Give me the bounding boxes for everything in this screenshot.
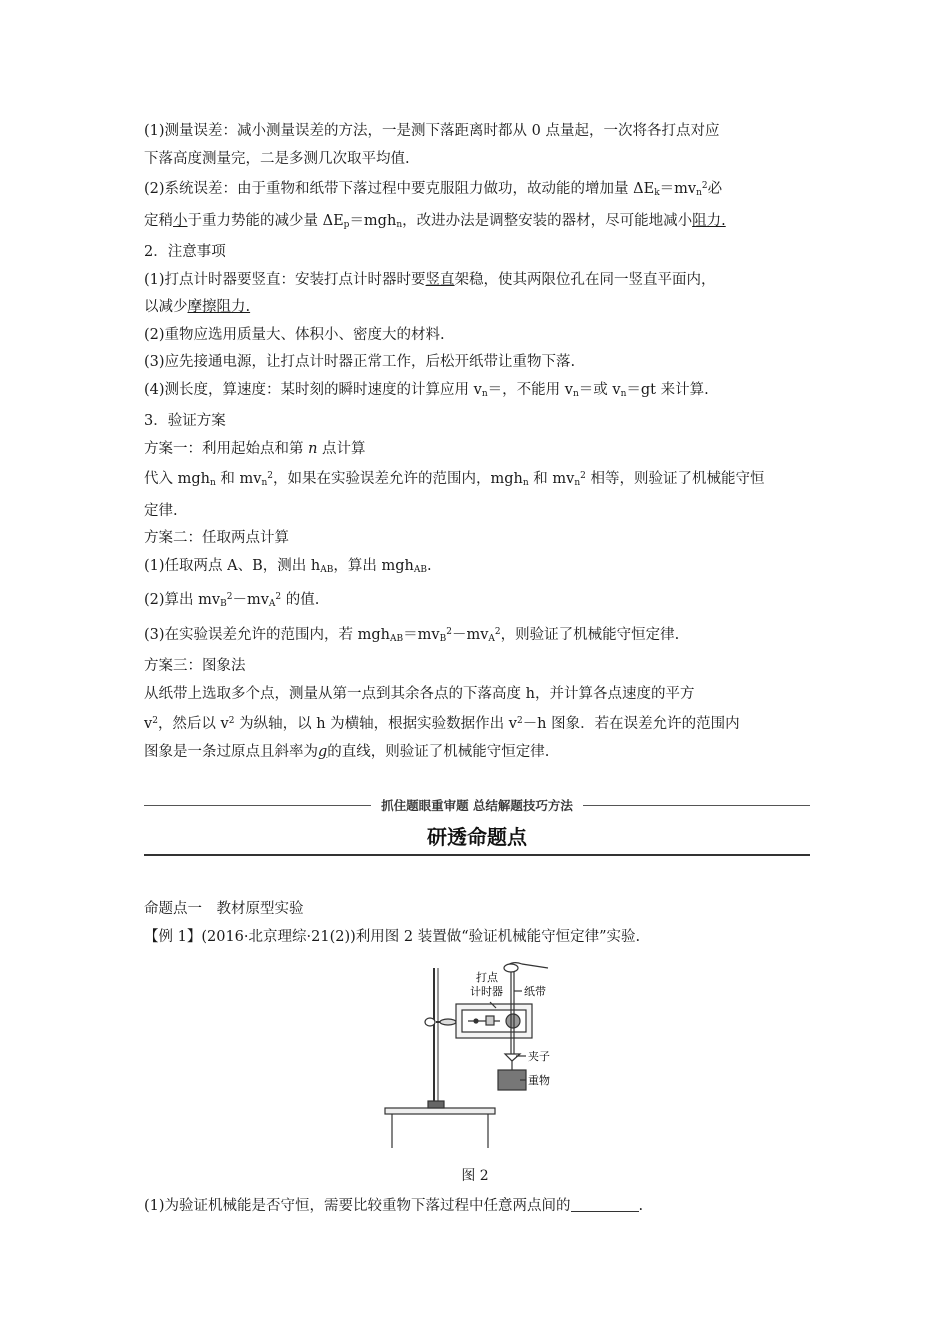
label-timer: 打点	[476, 972, 498, 984]
paragraph-line: (1)打点计时器要竖直：安装打点计时器时要竖直架稳，使其两限位孔在同一竖直平面内，	[144, 271, 716, 288]
paragraph-line: 定稍小于重力势能的减少量 $\Delta E_p=mgh_n$，改进办法是调整安装的器材，尽可能地减小阻力.	[144, 212, 726, 230]
section-banner	[144, 794, 810, 856]
question-line: (1)为验证机械能是否守恒，需要比较重物下落过程中任意两点间的 .	[144, 1198, 644, 1214]
paragraph-line: 代入 mgh$_n$ 和 $mv_n^2$，如果在实验误差允许的范围内，mgh$_n$ 和 $mv_n^2$ 相等，则验证了机械能守恒	[144, 471, 765, 488]
problem-section	[144, 895, 810, 951]
paragraph-line: 以减少摩擦阻力.	[144, 299, 251, 315]
subsection-heading: 命题点一 教材原型实验	[144, 901, 304, 917]
divider	[583, 805, 810, 806]
text-body	[144, 118, 810, 766]
paragraph-line: (2)算出 $mv_B^2-mv_A^2$ 的值.	[144, 592, 320, 609]
banner-tagline: 抓住题眼重审题 总结解题技巧方法	[381, 798, 573, 813]
paragraph-line: (3)应先接通电源，让打点计时器正常工作，后松开纸带让重物下落.	[144, 354, 576, 370]
paragraph-line: (4)测长度，算速度：某时刻的瞬时速度的计算应用 $v_n=$，不能用 $v_n=$或 $v_n=gt$ 来计算.	[144, 381, 709, 399]
banner-title: 研透命题点	[427, 825, 527, 849]
paragraph-line: 下落高度测量完，二是多测几次取平均值.	[144, 150, 410, 167]
section-heading: 2．注意事项	[144, 244, 226, 260]
paragraph-line: $v^2$，然后以 $v^2$ 为纵轴，以 h 为横轴，根据实验数据作出 $v^2-h$ 图象．若在误差允许的范围内	[144, 716, 740, 732]
label-clip: 夹子	[528, 1051, 550, 1063]
divider	[144, 854, 810, 856]
figure-caption: 图 2	[461, 1168, 489, 1184]
answer-blank[interactable]	[571, 1197, 639, 1212]
example-label: 【例 1】	[144, 929, 202, 945]
section-heading: 3．验证方案	[144, 413, 226, 429]
paragraph-line: (1)任取两点 A、B，测出 $h_{AB}$，算出 mgh$_{AB}$.	[144, 557, 432, 575]
label-timer: 计时器	[470, 986, 503, 998]
paragraph-line: (1)测量误差：减小测量误差的方法，一是测下落距离时都从 0 点量起，一次将各打点对应	[144, 123, 720, 139]
paragraph-line: (2)重物应选用质量大、体积小、密度大的材料.	[144, 326, 445, 343]
label-weight: 重物	[528, 1075, 550, 1087]
paragraph-line: (2)系统误差：由于重物和纸带下落过程中要克服阻力做功，故动能的增加量 $\Delta E_k=mv_n^2$必	[144, 181, 723, 198]
paragraph-line: 图象是一条过原点且斜率为g的直线，则验证了机械能守恒定律.	[144, 743, 550, 760]
example-line: 【例 1】(2016·北京理综·21(2))利用图 2 装置做“验证机械能守恒定律”实验.	[144, 929, 641, 945]
paragraph-line: 从纸带上选取多个点，测量从第一点到其余各点的下落高度 h，并计算各点速度的平方	[144, 685, 695, 702]
paragraph-line: (3)在实验误差允许的范围内，若 $mgh_{AB}=mv_B^2-mv_A^2$，则验证了机械能守恒定律.	[144, 626, 680, 644]
paragraph-line: 方案二：任取两点计算	[144, 530, 289, 546]
paragraph-line: 方案一：利用起始点和第 n 点计算	[144, 440, 366, 457]
apparatus-figure	[380, 958, 580, 1148]
divider	[144, 805, 371, 806]
paragraph-line: 定律.	[144, 502, 178, 519]
label-tape: 纸带	[524, 986, 546, 998]
question-1	[144, 1193, 810, 1221]
paragraph-line: 方案三：图象法	[144, 658, 246, 674]
